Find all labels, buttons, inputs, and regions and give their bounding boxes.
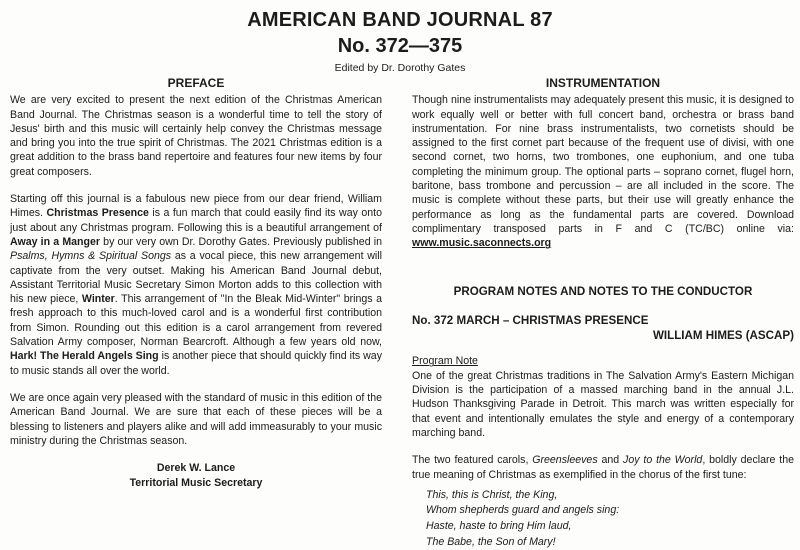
piece-name-christmas-presence: Christmas Presence [46, 207, 149, 220]
signer-title: Territorial Music Secretary [129, 477, 263, 490]
program-note-label: Program Note [412, 355, 478, 368]
preface-paragraph-3: We are once again very pleased with the standard of music in this edition of the American Band Journal. We are sure that each of these pieces will be a blessing to listeners and players alike and will add immeasurably to your music ministry during the Christmas season. [10, 391, 382, 447]
verse-line: This, this is Christ, the King, [426, 488, 558, 501]
piece-name-away-in-a-manger: Away in a Manger [10, 235, 100, 248]
carol-joy-to-the-world: Joy to the World [623, 454, 703, 467]
instrumentation-heading: INSTRUMENTATION [545, 76, 661, 90]
verse-line: The Babe, the Son of Mary! [426, 535, 556, 548]
journal-number: No. 372—375 [337, 35, 463, 57]
preface-heading: PREFACE [167, 76, 225, 90]
carol-verse [426, 488, 794, 550]
editor-line: Edited by Dr. Dorothy Gates [334, 62, 466, 74]
preface-column [10, 76, 382, 491]
piece-title: No. 372 MARCH – CHRISTMAS PRESENCE [412, 313, 649, 327]
journal-title: AMERICAN BAND JOURNAL 87 [247, 9, 553, 31]
verse-line: Haste, haste to bring Him laud, [426, 520, 572, 533]
verse-line: Whom shepherds guard and angels sing: [426, 504, 620, 517]
program-notes-heading: PROGRAM NOTES AND NOTES TO THE CONDUCTOR [453, 284, 753, 298]
piece-name-hark: Hark! The Herald Angels Sing [10, 350, 159, 363]
preface-paragraph-2: Starting off this journal is a fabulous new piece from our dear friend, William Himes. Christmas Presence is a fun march that could easily find its way onto just about any Christmas program. Following this is a beautiful arrangement of Away in a Manger by our very own Dr. Dorothy Gates. Previously published in Psalms, Hymns & Spiritual Songs as a vocal piece, this new arrangement will captivate from the very outset. Making his American Band Journal debut, Assistant Territorial Music Secretary Simon Morton adds to this collection with his new piece, Winter. This arrangement of "In the Bleak Mid-Winter" brings a fresh approach to this much-loved carol and is a wonderful first contribution from Simon. Rounding out this edition is a carol arrangement from revered Salvation Army composer, Norman Bearcroft. Although a few years old now, Hark! The Herald Angels Sing is another piece that should quickly find its way to music stands all over the world. [10, 193, 383, 377]
book-name: Psalms, Hymns & Spiritual Songs [10, 250, 172, 263]
program-note-paragraph-2: The two featured carols, Greensleeves and Joy to the World, boldly declare the true meaning of Christmas as exemplified in the chorus of the first tune: [412, 454, 794, 481]
program-note-text: One of the great Christmas traditions in The Salvation Army's Eastern Michigan Division is the participation of a massed marching band in the annual J.L. Hudson Thanksgiving Parade in Detroit. This march was written especially for that event and intentionally emulates the style and energy of a contemporary marching band. [412, 369, 794, 439]
signature-block [10, 461, 382, 491]
piece-name-winter: Winter [81, 293, 115, 306]
instrumentation-column [412, 76, 794, 550]
instrumentation-paragraph: Though nine instrumentalists may adequately present this music, it is designed to work equally well or better with full concert band, orchestra or brass band instrumentation. For nine brass instrumentalists, two cornetists should be assigned to the first cornet part because of the frequent use of divisi, with one second cornet, two horns, two trombones, one euphonium, and one tuba completing the minimum group. The optional parts – soprano cornet, flugel horn, baritone, bass trombone and percussion – are all included in the score. The music is complete without these parts, but their use will greatly enhance the performance as long as the fundamental parts are covered. Download complimentary transposed parts in F and C (TC/BC) online via: www.music.saconnects.org [412, 94, 794, 250]
download-link[interactable]: www.music.saconnects.org [412, 237, 552, 250]
composer-name: WILLIAM HIMES (ASCAP) [652, 329, 794, 343]
signer-name: Derek W. Lance [156, 462, 236, 475]
preface-paragraph-1: We are very excited to present the next edition of the Christmas American Band Journal. The Christmas season is a wonderful time to tell the story of Jesus' birth and this music will certainly help convey the Christmas message and bring you into the true spirit of Christmas. The 2021 Christmas edition is a great addition to the brass band repertoire and features four new items by four great composers. [10, 94, 382, 178]
carol-greensleeves: Greensleeves [532, 454, 598, 467]
